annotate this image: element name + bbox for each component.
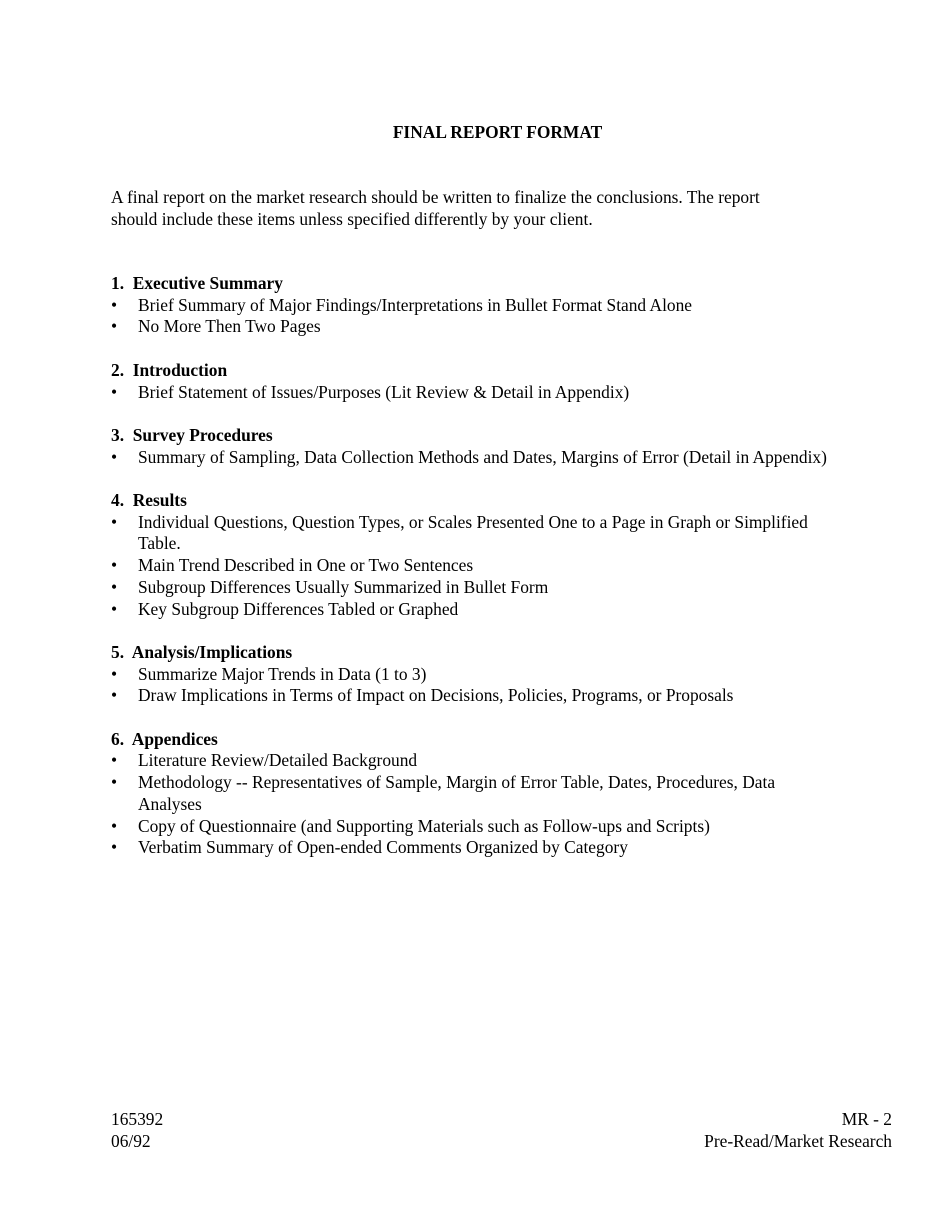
bullet-icon: • [111, 294, 118, 315]
list-item-text: Summary of Sampling, Data Collection Methods and Dates, Margins of Error (Detail in Appendix) [138, 446, 827, 467]
intro-line: A final report on the market research should be written to finalize the conclusions. The report [111, 187, 760, 207]
list-item-text: Summarize Major Trends in Data (1 to 3) [138, 663, 427, 684]
list-item [111, 685, 841, 707]
list-item [111, 555, 841, 577]
bullet-list [111, 750, 841, 859]
list-item [111, 664, 841, 686]
section-heading: 5. Analysis/Implications [111, 641, 293, 662]
page-title: FINAL REPORT FORMAT [392, 122, 603, 142]
list-item [111, 316, 841, 338]
list-item-text: Draw Implications in Terms of Impact on Decisions, Policies, Programs, or Proposals [138, 685, 734, 706]
list-item-text: Key Subgroup Differences Tabled or Graphed [138, 598, 459, 619]
list-item [111, 816, 841, 838]
document-series: Pre-Read/Market Research [704, 1130, 892, 1151]
list-item [111, 750, 841, 772]
list-item-text: Individual Questions, Question Types, or Scales Presented One to a Page in Graph or Simplified Table. [138, 511, 808, 554]
bullet-list [111, 447, 841, 469]
list-item-text: Verbatim Summary of Open-ended Comments Organized by Category [138, 837, 628, 858]
section-heading: 4. Results [111, 489, 187, 510]
list-item-text: No More Then Two Pages [138, 316, 321, 337]
section-survey-procedures [111, 425, 841, 468]
bullet-icon: • [111, 446, 118, 467]
list-item [111, 447, 841, 469]
bullet-icon: • [111, 685, 118, 706]
page-reference: MR - 2 [841, 1109, 892, 1129]
section-heading: 1. Executive Summary [111, 273, 283, 293]
bullet-icon: • [111, 815, 118, 836]
section-introduction [111, 360, 841, 403]
bullet-icon: • [111, 837, 118, 858]
bullet-list [111, 295, 841, 338]
section-heading: 6. Appendices [111, 728, 218, 749]
footer-left [111, 1109, 163, 1152]
bullet-icon: • [111, 511, 118, 532]
section-heading: 2. Introduction [111, 359, 228, 380]
list-item [111, 512, 841, 555]
list-item [111, 382, 841, 404]
bullet-icon: • [111, 381, 118, 402]
intro-paragraph [111, 187, 831, 230]
bullet-icon: • [111, 576, 118, 597]
bullet-icon: • [111, 598, 118, 619]
list-item-text: Brief Summary of Major Findings/Interpretations in Bullet Format Stand Alone [138, 294, 693, 315]
list-item-text: Subgroup Differences Usually Summarized in Bullet Form [138, 576, 549, 597]
footer-right [704, 1109, 892, 1152]
list-item-text: Main Trend Described in One or Two Sentences [138, 555, 474, 576]
document-id: 165392 [111, 1109, 164, 1129]
section-executive-summary [111, 273, 841, 338]
section-appendices [111, 729, 841, 859]
bullet-list [111, 382, 841, 404]
list-item-text: Methodology -- Representatives of Sample, Margin of Error Table, Dates, Procedures, Data Analyses [138, 772, 776, 814]
section-heading: 3. Survey Procedures [111, 424, 273, 445]
list-item [111, 295, 841, 317]
report-sections [111, 273, 841, 881]
intro-line: should include these items unless specified differently by your client. [111, 208, 593, 229]
bullet-list [111, 512, 841, 621]
section-analysis-implications [111, 642, 841, 707]
list-item-text: Copy of Questionnaire (and Supporting Materials such as Follow-ups and Scripts) [138, 815, 710, 836]
bullet-icon: • [111, 555, 118, 576]
list-item-text: Literature Review/Detailed Background [138, 750, 418, 771]
list-item [111, 577, 841, 599]
bullet-icon: • [111, 316, 118, 337]
document-date: 06/92 [111, 1130, 151, 1151]
bullet-list [111, 664, 841, 707]
bullet-icon: • [111, 772, 118, 793]
list-item-text: Brief Statement of Issues/Purposes (Lit Review & Detail in Appendix) [138, 381, 630, 402]
list-item [111, 837, 841, 859]
section-results [111, 490, 841, 620]
bullet-icon: • [111, 750, 118, 771]
bullet-icon: • [111, 663, 118, 684]
list-item [111, 772, 841, 815]
list-item [111, 599, 841, 621]
